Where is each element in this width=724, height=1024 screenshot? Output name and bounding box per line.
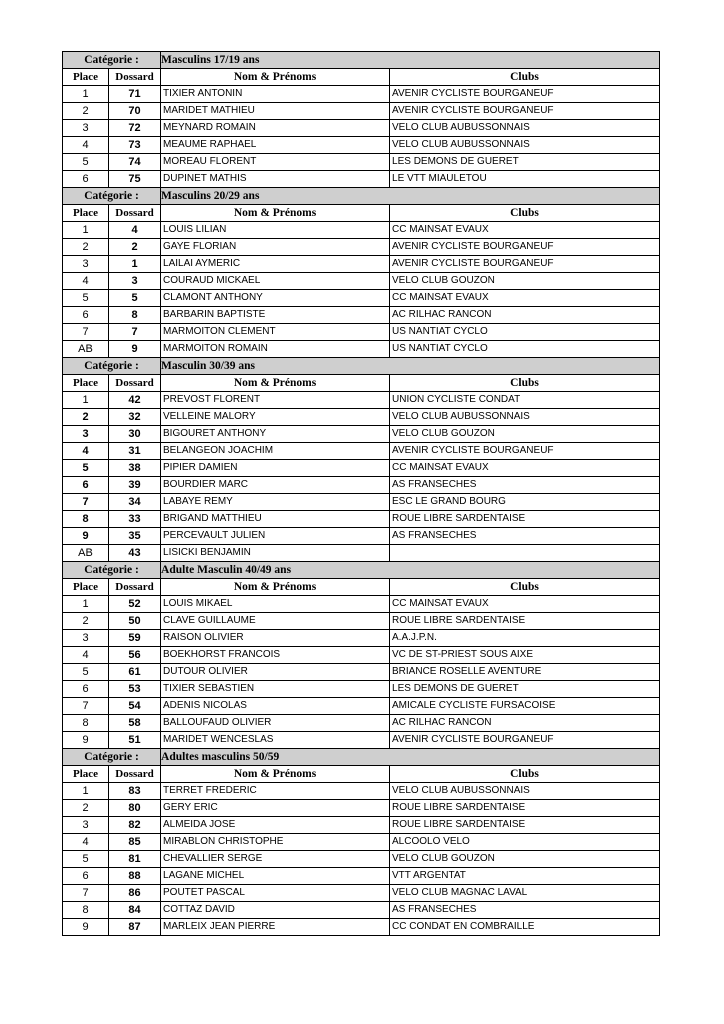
rider-name-cell: TIXIER ANTONIN	[161, 86, 390, 103]
place-header: Place	[63, 69, 109, 86]
rider-name-cell: MEYNARD ROMAIN	[161, 120, 390, 137]
rider-name-cell: BOEKHORST FRANCOIS	[161, 647, 390, 664]
name-header: Nom & Prénoms	[161, 205, 390, 222]
place-cell: 8	[63, 715, 109, 732]
club-cell: ROUE LIBRE SARDENTAISE	[390, 613, 660, 630]
dossard-cell: 73	[109, 137, 161, 154]
dossard-cell: 75	[109, 171, 161, 188]
dossard-header: Dossard	[109, 69, 161, 86]
rider-name-cell: BELANGEON JOACHIM	[161, 443, 390, 460]
rider-name-cell: CLAMONT ANTHONY	[161, 290, 390, 307]
dossard-cell: 30	[109, 426, 161, 443]
table-row	[63, 817, 660, 834]
rider-name-cell: LISICKI BENJAMIN	[161, 545, 390, 562]
dossard-cell: 82	[109, 817, 161, 834]
table-row	[63, 171, 660, 188]
place-cell: 1	[63, 392, 109, 409]
category-row	[63, 749, 660, 766]
club-cell: LES DEMONS DE GUERET	[390, 154, 660, 171]
club-cell: US NANTIAT CYCLO	[390, 324, 660, 341]
club-cell: VC DE ST-PRIEST SOUS AIXE	[390, 647, 660, 664]
place-cell: 6	[63, 171, 109, 188]
club-cell: ROUE LIBRE SARDENTAISE	[390, 817, 660, 834]
club-cell: BRIANCE ROSELLE AVENTURE	[390, 664, 660, 681]
place-cell: 5	[63, 851, 109, 868]
dossard-cell: 83	[109, 783, 161, 800]
club-cell: ROUE LIBRE SARDENTAISE	[390, 800, 660, 817]
column-header-row	[63, 375, 660, 392]
club-cell: AS FRANSECHES	[390, 477, 660, 494]
category-name: Masculins 20/29 ans	[161, 188, 660, 205]
rider-name-cell: COURAUD MICKAEL	[161, 273, 390, 290]
place-cell: 5	[63, 460, 109, 477]
rider-name-cell: TERRET FREDERIC	[161, 783, 390, 800]
club-cell: LES DEMONS DE GUERET	[390, 681, 660, 698]
rider-name-cell: PERCEVAULT JULIEN	[161, 528, 390, 545]
category-row	[63, 52, 660, 69]
name-header: Nom & Prénoms	[161, 69, 390, 86]
rider-name-cell: POUTET PASCAL	[161, 885, 390, 902]
table-row	[63, 494, 660, 511]
club-cell: LE VTT MIAULETOU	[390, 171, 660, 188]
column-header-row	[63, 766, 660, 783]
table-row	[63, 290, 660, 307]
clubs-header: Clubs	[390, 375, 660, 392]
place-cell: AB	[63, 545, 109, 562]
dossard-cell: 2	[109, 239, 161, 256]
place-cell: 6	[63, 681, 109, 698]
table-row	[63, 834, 660, 851]
rider-name-cell: MARMOITON CLEMENT	[161, 324, 390, 341]
dossard-cell: 52	[109, 596, 161, 613]
category-name: Adultes masculins 50/59	[161, 749, 660, 766]
table-row	[63, 222, 660, 239]
dossard-cell: 51	[109, 732, 161, 749]
place-cell: 6	[63, 868, 109, 885]
name-header: Nom & Prénoms	[161, 579, 390, 596]
table-row	[63, 477, 660, 494]
table-row	[63, 868, 660, 885]
club-cell: VELO CLUB MAGNAC LAVAL	[390, 885, 660, 902]
place-cell: 2	[63, 239, 109, 256]
place-cell: 6	[63, 477, 109, 494]
place-cell: 7	[63, 698, 109, 715]
table-row	[63, 307, 660, 324]
rider-name-cell: BOURDIER MARC	[161, 477, 390, 494]
rider-name-cell: VELLEINE MALORY	[161, 409, 390, 426]
rider-name-cell: COTTAZ DAVID	[161, 902, 390, 919]
table-row	[63, 800, 660, 817]
category-label: Catégorie :	[63, 52, 161, 69]
rider-name-cell: TIXIER SEBASTIEN	[161, 681, 390, 698]
table-row	[63, 664, 660, 681]
dossard-header: Dossard	[109, 205, 161, 222]
club-cell: VELO CLUB GOUZON	[390, 426, 660, 443]
place-cell: 2	[63, 800, 109, 817]
dossard-header: Dossard	[109, 375, 161, 392]
category-row	[63, 358, 660, 375]
rider-name-cell: MOREAU FLORENT	[161, 154, 390, 171]
place-cell: 8	[63, 902, 109, 919]
table-row	[63, 426, 660, 443]
rider-name-cell: LOUIS MIKAEL	[161, 596, 390, 613]
table-row	[63, 596, 660, 613]
place-header: Place	[63, 579, 109, 596]
name-header: Nom & Prénoms	[161, 766, 390, 783]
rider-name-cell: GAYE FLORIAN	[161, 239, 390, 256]
club-cell: AC RILHAC RANCON	[390, 307, 660, 324]
club-cell: AS FRANSECHES	[390, 902, 660, 919]
dossard-cell: 54	[109, 698, 161, 715]
club-cell: US NANTIAT CYCLO	[390, 341, 660, 358]
rider-name-cell: BALLOUFAUD OLIVIER	[161, 715, 390, 732]
table-row	[63, 902, 660, 919]
category-label: Catégorie :	[63, 749, 161, 766]
dossard-header: Dossard	[109, 579, 161, 596]
place-cell: 4	[63, 834, 109, 851]
dossard-cell: 9	[109, 341, 161, 358]
rider-name-cell: ALMEIDA JOSE	[161, 817, 390, 834]
dossard-cell: 87	[109, 919, 161, 936]
place-cell: 2	[63, 409, 109, 426]
table-row	[63, 681, 660, 698]
rider-name-cell: BRIGAND MATTHIEU	[161, 511, 390, 528]
table-row	[63, 851, 660, 868]
club-cell: AVENIR CYCLISTE BOURGANEUF	[390, 239, 660, 256]
dossard-cell: 4	[109, 222, 161, 239]
club-cell: CC MAINSAT EVAUX	[390, 222, 660, 239]
place-cell: 3	[63, 630, 109, 647]
club-cell: A.A.J.P.N.	[390, 630, 660, 647]
category-name: Masculin 30/39 ans	[161, 358, 660, 375]
dossard-cell: 35	[109, 528, 161, 545]
place-cell: 3	[63, 426, 109, 443]
dossard-cell: 34	[109, 494, 161, 511]
club-cell: VELO CLUB AUBUSSONNAIS	[390, 120, 660, 137]
rider-name-cell: MEAUME RAPHAEL	[161, 137, 390, 154]
column-header-row	[63, 579, 660, 596]
table-row	[63, 120, 660, 137]
place-header: Place	[63, 205, 109, 222]
rider-name-cell: BIGOURET ANTHONY	[161, 426, 390, 443]
table-row	[63, 460, 660, 477]
rider-name-cell: MARIDET MATHIEU	[161, 103, 390, 120]
rider-name-cell: LAILAI AYMERIC	[161, 256, 390, 273]
place-cell: 9	[63, 919, 109, 936]
clubs-header: Clubs	[390, 205, 660, 222]
dossard-cell: 59	[109, 630, 161, 647]
place-cell: 3	[63, 817, 109, 834]
place-header: Place	[63, 375, 109, 392]
dossard-cell: 86	[109, 885, 161, 902]
club-cell: VELO CLUB AUBUSSONNAIS	[390, 783, 660, 800]
club-cell: AVENIR CYCLISTE BOURGANEUF	[390, 443, 660, 460]
place-cell: 3	[63, 256, 109, 273]
club-cell: UNION CYCLISTE CONDAT	[390, 392, 660, 409]
table-row	[63, 545, 660, 562]
place-cell: 4	[63, 137, 109, 154]
dossard-cell: 31	[109, 443, 161, 460]
dossard-cell: 80	[109, 800, 161, 817]
club-cell: ALCOOLO VELO	[390, 834, 660, 851]
table-row	[63, 256, 660, 273]
dossard-cell: 33	[109, 511, 161, 528]
dossard-cell: 56	[109, 647, 161, 664]
dossard-cell: 5	[109, 290, 161, 307]
name-header: Nom & Prénoms	[161, 375, 390, 392]
table-row	[63, 103, 660, 120]
dossard-cell: 43	[109, 545, 161, 562]
club-cell: VELO CLUB GOUZON	[390, 273, 660, 290]
place-cell: 7	[63, 324, 109, 341]
table-row	[63, 341, 660, 358]
category-row	[63, 188, 660, 205]
dossard-cell: 74	[109, 154, 161, 171]
table-row	[63, 528, 660, 545]
place-cell: 4	[63, 273, 109, 290]
club-cell: VELO CLUB AUBUSSONNAIS	[390, 409, 660, 426]
rider-name-cell: DUTOUR OLIVIER	[161, 664, 390, 681]
rider-name-cell: LABAYE REMY	[161, 494, 390, 511]
club-cell: AS FRANSECHES	[390, 528, 660, 545]
club-cell: VELO CLUB GOUZON	[390, 851, 660, 868]
category-label: Catégorie :	[63, 562, 161, 579]
dossard-cell: 85	[109, 834, 161, 851]
place-cell: 7	[63, 885, 109, 902]
club-cell: ESC LE GRAND BOURG	[390, 494, 660, 511]
place-header: Place	[63, 766, 109, 783]
table-row	[63, 732, 660, 749]
place-cell: 1	[63, 86, 109, 103]
place-cell: 6	[63, 307, 109, 324]
table-row	[63, 630, 660, 647]
club-cell: CC MAINSAT EVAUX	[390, 460, 660, 477]
club-cell: CC MAINSAT EVAUX	[390, 290, 660, 307]
dossard-cell: 7	[109, 324, 161, 341]
table-row	[63, 613, 660, 630]
clubs-header: Clubs	[390, 69, 660, 86]
category-name: Masculins 17/19 ans	[161, 52, 660, 69]
place-cell: 1	[63, 783, 109, 800]
place-cell: AB	[63, 341, 109, 358]
rider-name-cell: LOUIS LILIAN	[161, 222, 390, 239]
category-label: Catégorie :	[63, 358, 161, 375]
dossard-cell: 71	[109, 86, 161, 103]
rider-name-cell: LAGANE MICHEL	[161, 868, 390, 885]
place-cell: 5	[63, 664, 109, 681]
dossard-cell: 61	[109, 664, 161, 681]
place-cell: 1	[63, 222, 109, 239]
table-row	[63, 783, 660, 800]
place-cell: 9	[63, 528, 109, 545]
table-row	[63, 154, 660, 171]
dossard-cell: 50	[109, 613, 161, 630]
place-cell: 1	[63, 596, 109, 613]
dossard-cell: 3	[109, 273, 161, 290]
column-header-row	[63, 205, 660, 222]
table-row	[63, 392, 660, 409]
club-cell: CC CONDAT EN COMBRAILLE	[390, 919, 660, 936]
place-cell: 2	[63, 103, 109, 120]
results-table	[62, 51, 660, 936]
club-cell: ROUE LIBRE SARDENTAISE	[390, 511, 660, 528]
column-header-row	[63, 69, 660, 86]
dossard-cell: 1	[109, 256, 161, 273]
table-row	[63, 647, 660, 664]
club-cell: VELO CLUB AUBUSSONNAIS	[390, 137, 660, 154]
dossard-cell: 8	[109, 307, 161, 324]
club-cell: CC MAINSAT EVAUX	[390, 596, 660, 613]
rider-name-cell: MARLEIX JEAN PIERRE	[161, 919, 390, 936]
rider-name-cell: CLAVE GUILLAUME	[161, 613, 390, 630]
dossard-cell: 88	[109, 868, 161, 885]
table-row	[63, 511, 660, 528]
table-row	[63, 324, 660, 341]
place-cell: 2	[63, 613, 109, 630]
club-cell	[390, 545, 660, 562]
rider-name-cell: CHEVALLIER SERGE	[161, 851, 390, 868]
club-cell: VTT ARGENTAT	[390, 868, 660, 885]
table-row	[63, 885, 660, 902]
place-cell: 3	[63, 120, 109, 137]
club-cell: AVENIR CYCLISTE BOURGANEUF	[390, 256, 660, 273]
table-row	[63, 409, 660, 426]
table-row	[63, 443, 660, 460]
rider-name-cell: RAISON OLIVIER	[161, 630, 390, 647]
rider-name-cell: MARIDET WENCESLAS	[161, 732, 390, 749]
rider-name-cell: ADENIS NICOLAS	[161, 698, 390, 715]
place-cell: 5	[63, 290, 109, 307]
rider-name-cell: MARMOITON ROMAIN	[161, 341, 390, 358]
dossard-cell: 72	[109, 120, 161, 137]
dossard-cell: 32	[109, 409, 161, 426]
table-row	[63, 86, 660, 103]
dossard-cell: 39	[109, 477, 161, 494]
table-row	[63, 698, 660, 715]
table-row	[63, 715, 660, 732]
clubs-header: Clubs	[390, 579, 660, 596]
table-row	[63, 137, 660, 154]
dossard-cell: 58	[109, 715, 161, 732]
place-cell: 4	[63, 647, 109, 664]
place-cell: 5	[63, 154, 109, 171]
place-cell: 9	[63, 732, 109, 749]
place-cell: 4	[63, 443, 109, 460]
table-row	[63, 273, 660, 290]
rider-name-cell: PREVOST FLORENT	[161, 392, 390, 409]
dossard-cell: 42	[109, 392, 161, 409]
club-cell: AC RILHAC RANCON	[390, 715, 660, 732]
dossard-cell: 84	[109, 902, 161, 919]
rider-name-cell: GERY ERIC	[161, 800, 390, 817]
clubs-header: Clubs	[390, 766, 660, 783]
category-label: Catégorie :	[63, 188, 161, 205]
rider-name-cell: DUPINET MATHIS	[161, 171, 390, 188]
dossard-cell: 81	[109, 851, 161, 868]
club-cell: AVENIR CYCLISTE BOURGANEUF	[390, 103, 660, 120]
dossard-header: Dossard	[109, 766, 161, 783]
dossard-cell: 53	[109, 681, 161, 698]
club-cell: AVENIR CYCLISTE BOURGANEUF	[390, 86, 660, 103]
dossard-cell: 38	[109, 460, 161, 477]
dossard-cell: 70	[109, 103, 161, 120]
category-row	[63, 562, 660, 579]
category-name: Adulte Masculin 40/49 ans	[161, 562, 660, 579]
rider-name-cell: BARBARIN BAPTISTE	[161, 307, 390, 324]
club-cell: AVENIR CYCLISTE BOURGANEUF	[390, 732, 660, 749]
place-cell: 7	[63, 494, 109, 511]
rider-name-cell: PIPIER DAMIEN	[161, 460, 390, 477]
rider-name-cell: MIRABLON CHRISTOPHE	[161, 834, 390, 851]
table-row	[63, 919, 660, 936]
club-cell: AMICALE CYCLISTE FURSACOISE	[390, 698, 660, 715]
place-cell: 8	[63, 511, 109, 528]
table-row	[63, 239, 660, 256]
results-body	[63, 52, 660, 936]
